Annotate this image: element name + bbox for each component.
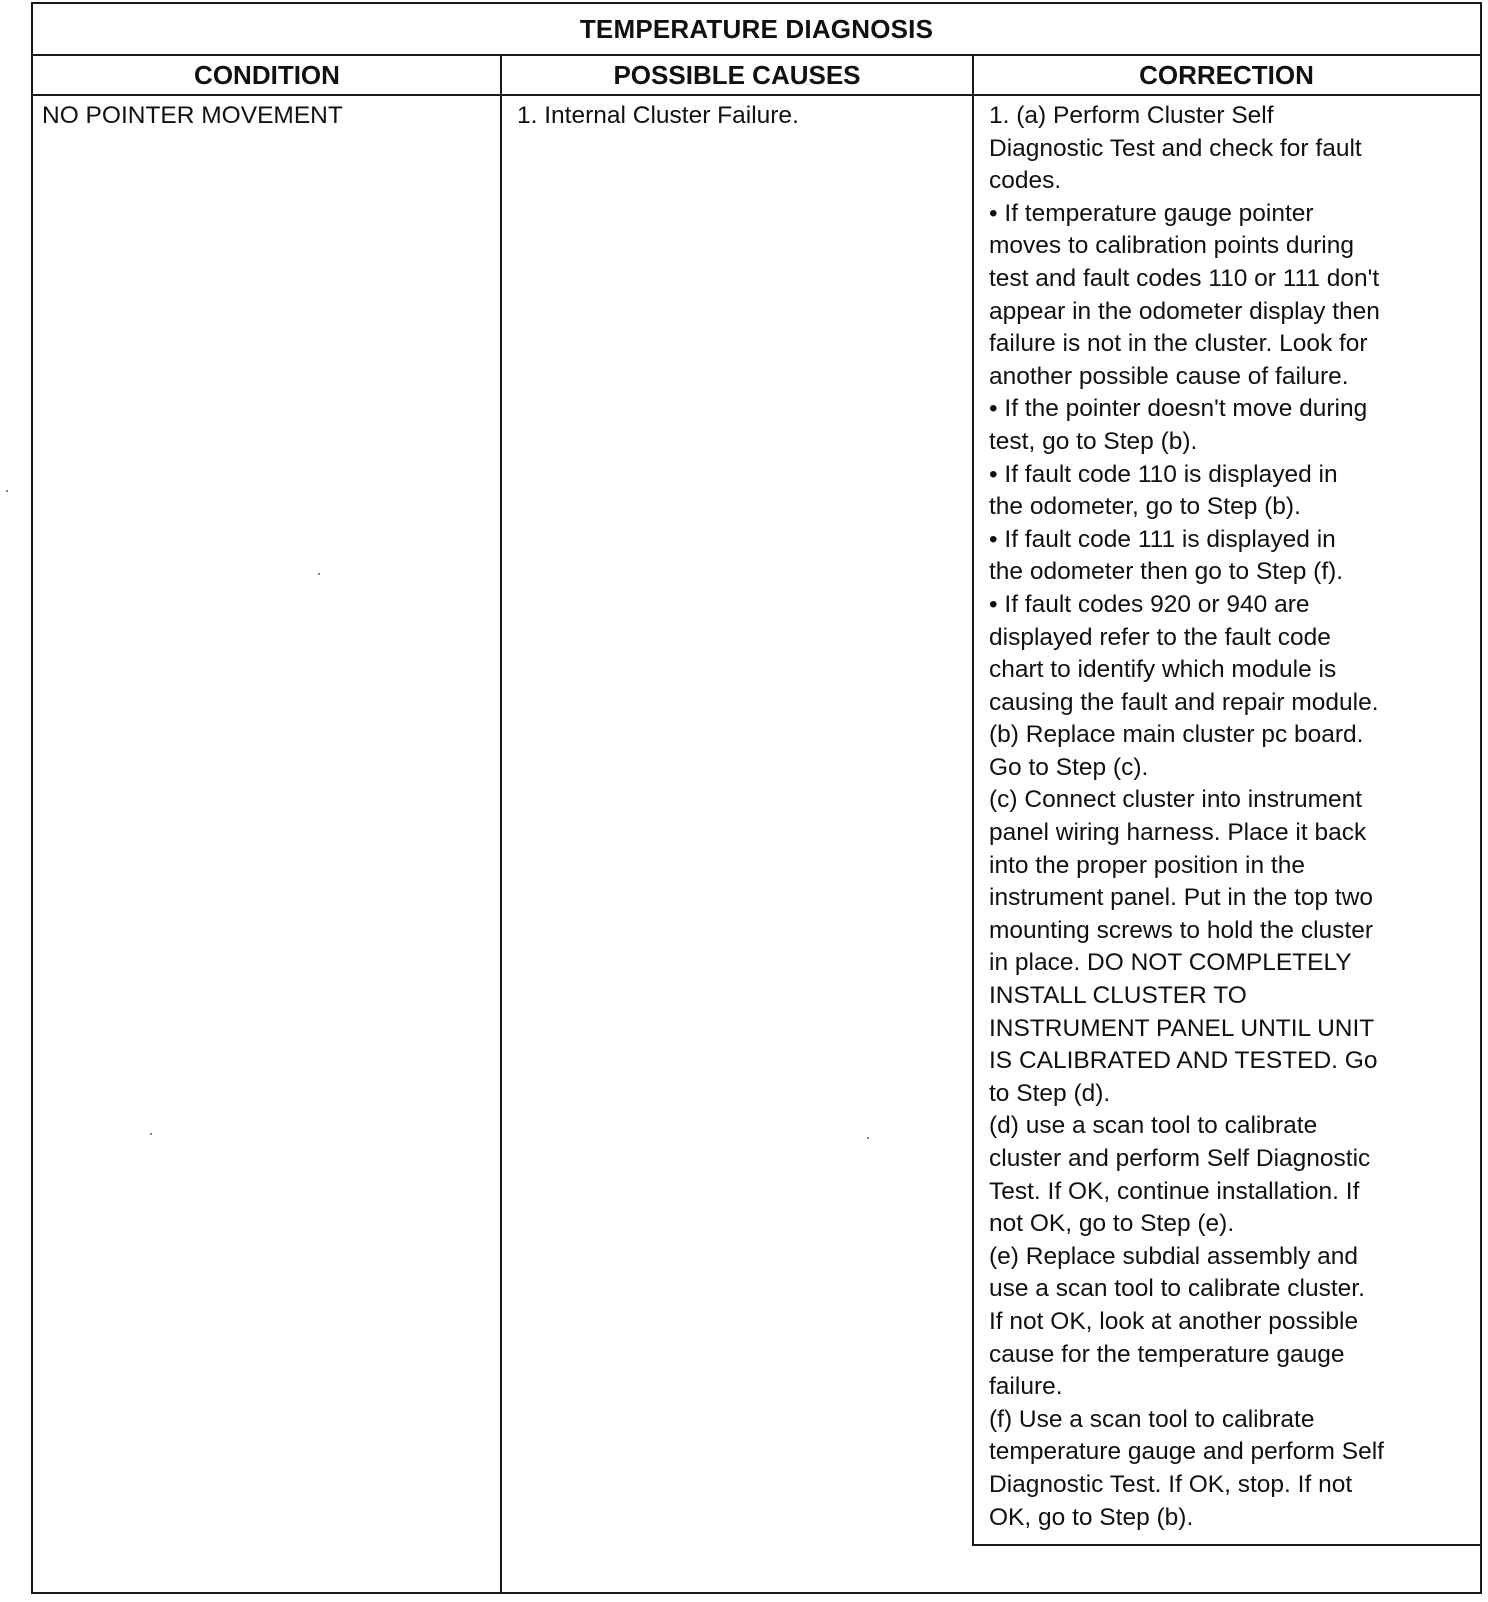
correction-line: appear in the odometer display then	[989, 297, 1380, 325]
correction-line: Diagnostic Test. If OK, stop. If not	[989, 1470, 1353, 1498]
correction-line: Go to Step (c).	[989, 753, 1149, 781]
table-header-row	[33, 56, 1480, 96]
correction-line: failure.	[989, 1373, 1063, 1401]
correction-line: • If fault codes 920 or 940 are	[989, 590, 1310, 618]
correction-line: (f) Use a scan tool to calibrate	[989, 1405, 1315, 1433]
correction-line: in place. DO NOT COMPLETELY	[989, 949, 1352, 977]
correction-line: use a scan tool to calibrate cluster.	[989, 1275, 1365, 1303]
correction-line: displayed refer to the fault code	[989, 623, 1331, 651]
correction-line: not OK, go to Step (e).	[989, 1210, 1235, 1238]
correction-line: moves to calibration points during	[989, 232, 1354, 260]
correction-line: (b) Replace main cluster pc board.	[989, 721, 1364, 749]
correction-line: instrument panel. Put in the top two	[989, 884, 1374, 912]
correction-line: into the proper position in the	[989, 851, 1305, 879]
scan-speck	[150, 1133, 152, 1135]
correction-line: another possible cause of failure.	[989, 362, 1349, 390]
correction-cell-bottom-border	[972, 1544, 1480, 1546]
column-divider	[972, 56, 974, 1546]
correction-line: codes.	[989, 167, 1062, 195]
table-title: TEMPERATURE DIAGNOSIS	[33, 4, 1480, 56]
correction-line: OK, go to Step (b).	[989, 1503, 1194, 1531]
correction-line: causing the fault and repair module.	[989, 688, 1379, 716]
correction-line: chart to identify which module is	[989, 656, 1337, 684]
correction-line: IS CALIBRATED AND TESTED. Go	[989, 1047, 1378, 1075]
correction-line: INSTALL CLUSTER TO	[989, 982, 1247, 1010]
header-condition: CONDITION	[194, 59, 340, 90]
correction-line: • If temperature gauge pointer	[989, 199, 1314, 227]
scan-speck	[867, 1137, 869, 1139]
scan-speck	[318, 573, 320, 575]
correction-line: temperature gauge and perform Self	[989, 1438, 1384, 1466]
temperature-diagnosis-table	[31, 2, 1482, 1594]
correction-line: test and fault codes 110 or 111 don't	[989, 264, 1380, 292]
correction-line: panel wiring harness. Place it back	[989, 819, 1367, 847]
correction-line: the odometer then go to Step (f).	[989, 558, 1344, 586]
header-correction: CORRECTION	[1139, 59, 1314, 90]
correction-line: 1. (a) Perform Cluster Self	[989, 102, 1274, 129]
condition-cell: NO POINTER MOVEMENT	[42, 102, 343, 129]
correction-line: (e) Replace subdial assembly and	[989, 1242, 1359, 1270]
column-divider	[500, 56, 502, 1592]
correction-line: (d) use a scan tool to calibrate	[989, 1112, 1318, 1140]
correction-line: test, go to Step (b).	[989, 427, 1198, 455]
header-possible-causes: POSSIBLE CAUSES	[613, 59, 861, 90]
correction-line: cause for the temperature gauge	[989, 1340, 1345, 1368]
correction-line: mounting screws to hold the cluster	[989, 916, 1374, 944]
correction-line: failure is not in the cluster. Look for	[989, 330, 1368, 358]
possible-cause-cell: 1. Internal Cluster Failure.	[517, 102, 799, 129]
correction-line: (c) Connect cluster into instrument	[989, 786, 1363, 814]
correction-line: • If fault code 111 is displayed in	[989, 525, 1336, 553]
correction-line: • If the pointer doesn't move during	[989, 395, 1368, 423]
correction-line: Diagnostic Test and check for fault	[989, 134, 1362, 162]
scan-speck	[6, 490, 8, 492]
correction-line: If not OK, look at another possible	[989, 1307, 1359, 1335]
correction-line: • If fault code 110 is displayed in	[989, 460, 1338, 488]
correction-line: cluster and perform Self Diagnostic	[989, 1145, 1371, 1172]
correction-line: the odometer, go to Step (b).	[989, 493, 1301, 521]
correction-line: INSTRUMENT PANEL UNTIL UNIT	[989, 1014, 1375, 1042]
correction-line: Test. If OK, continue installation. If	[989, 1177, 1360, 1205]
correction-cell	[989, 100, 1461, 1534]
correction-line: to Step (d).	[989, 1079, 1111, 1107]
